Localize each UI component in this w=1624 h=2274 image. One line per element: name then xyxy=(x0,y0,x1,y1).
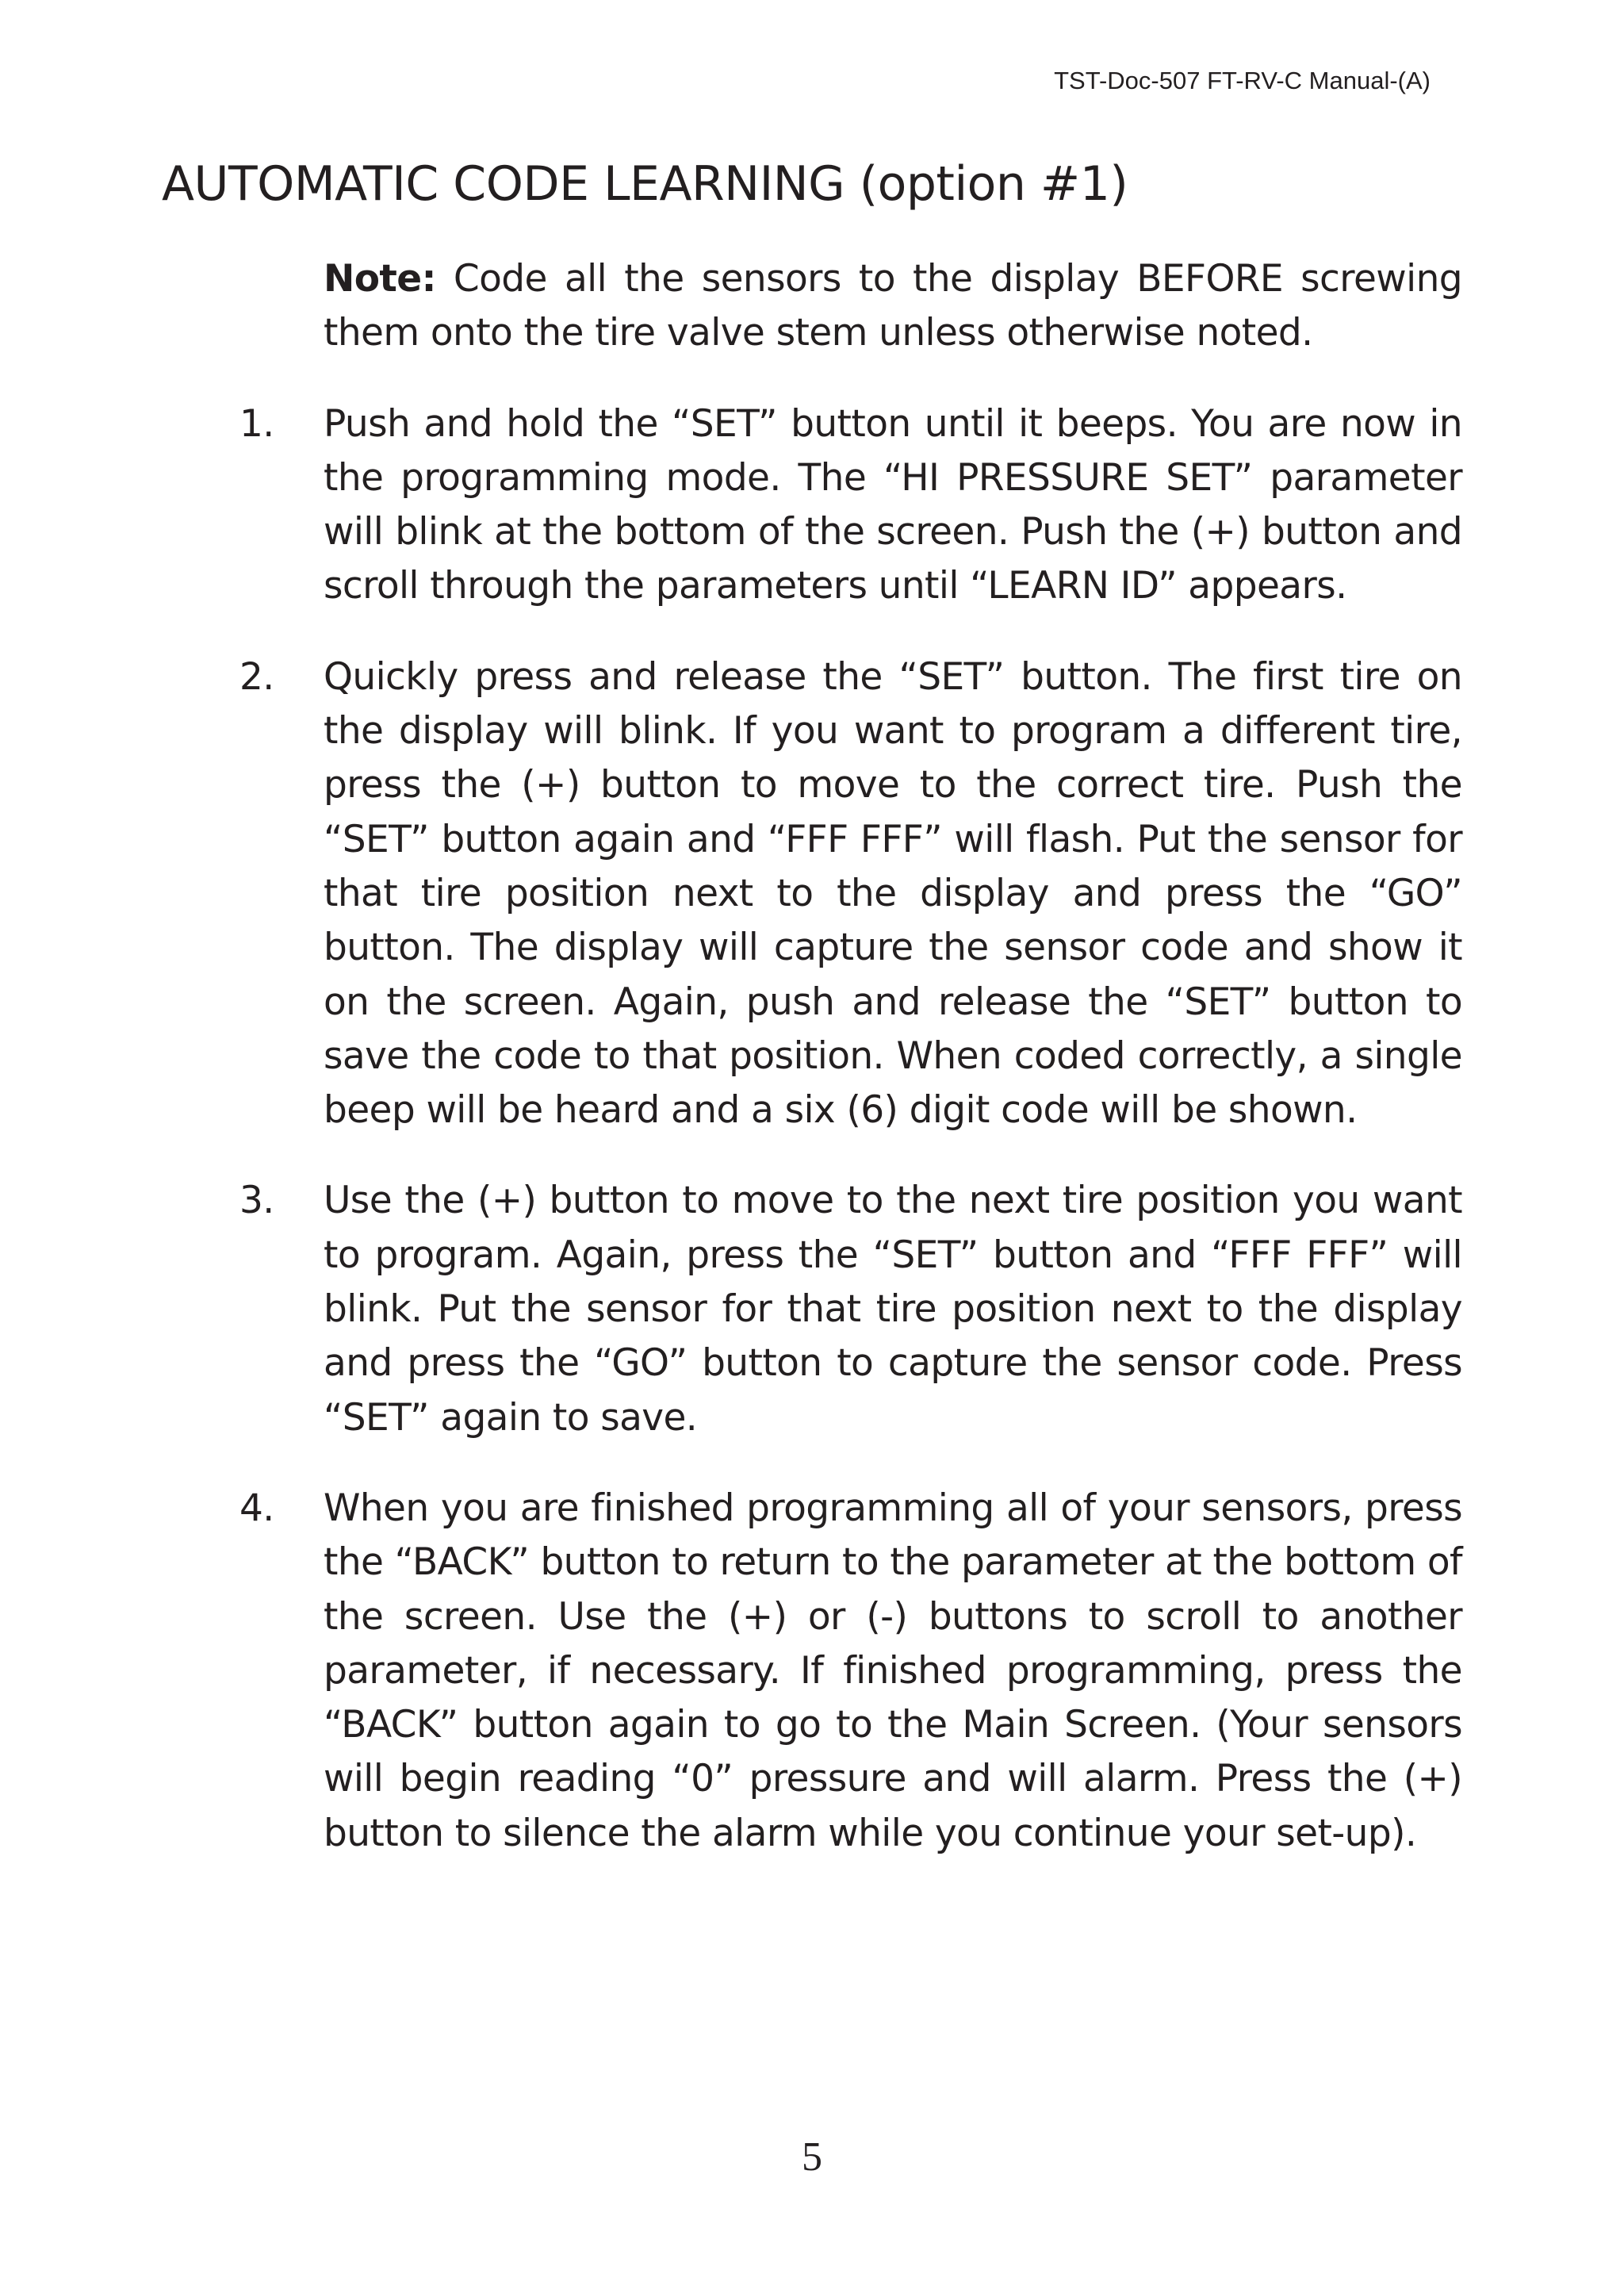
step-item xyxy=(239,1482,1462,1861)
step-item xyxy=(239,650,1462,1138)
section-title: AUTOMATIC CODE LEARNING (option #1) xyxy=(162,156,1128,212)
step-text: Use the (+) button to move to the next tire position you want to program. Again, press the “SET” button and “FFF FFF” will blink. Put the sensor for that tire position next to the display and press the “GO” button to capture the sensor code. Press “SET” again to save. xyxy=(324,1179,1462,1440)
step-text: Push and hold the “SET” button until it beeps. You are now in the programming mode. The “HI PRESSURE SET” parameter will blink at the bottom of the screen. Push the (+) button and scroll through the parameters until “LEARN ID” appears. xyxy=(324,401,1462,608)
document-id: TST-Doc-507 FT-RV-C Manual-(A) xyxy=(1054,67,1431,94)
step-number: 3. xyxy=(239,1179,274,1223)
step-text: Quickly press and release the “SET” button. The first tire on the display will blink. If you want to program a different tire, press the (+) button to move to the correct tire. Push the “SET” button again and “FFF FFF” will flash. Put the sensor for that tire position next to the display and press the “GO” button. The display will capture the sensor code and show it on the screen. Again, push and release the “SET” button to save the code to that position. When coded correctly, a single beep will be heard and a six (6) digit code will be shown. xyxy=(324,654,1462,1133)
step-item xyxy=(239,1174,1462,1444)
step-text: When you are finished programming all of your sensors, press the “BACK” button to return to the parameter at the bottom of the screen. Use the (+) or (-) buttons to scroll to another parameter, if necessary. If finished programming, press the “BACK” button again to go to the Main Screen. (Your sensors will begin reading “0” pressure and will alarm. Press the (+) button to silence the alarm while you continue your set-up). xyxy=(324,1486,1462,1855)
note-paragraph xyxy=(324,252,1462,361)
step-item xyxy=(239,397,1462,614)
page-number: 5 xyxy=(802,2134,822,2180)
note-text: Code all the sensors to the display BEFORE screwing them onto the tire valve stem unless otherwise noted. xyxy=(324,257,1462,355)
steps-list xyxy=(239,397,1462,1861)
instructions-body xyxy=(239,252,1462,1897)
step-number: 2. xyxy=(239,654,274,699)
note-label: Note: xyxy=(324,257,436,301)
step-number: 1. xyxy=(239,401,274,446)
step-number: 4. xyxy=(239,1486,274,1530)
